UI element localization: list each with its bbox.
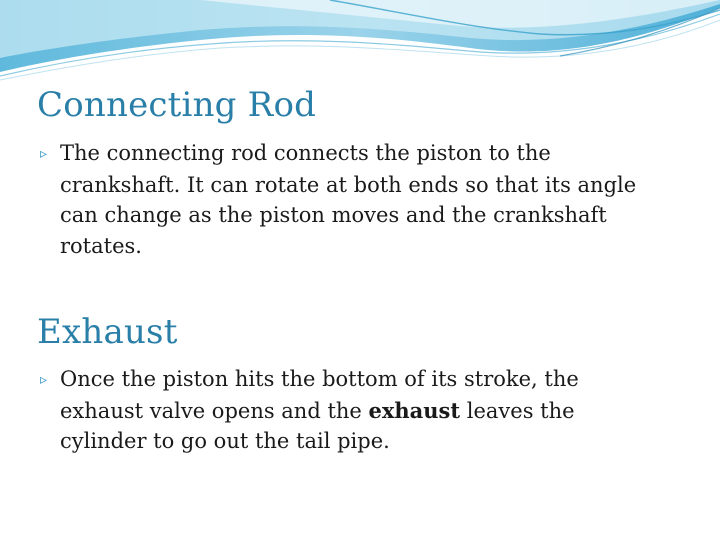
- section-title-exhaust: Exhaust: [37, 312, 178, 352]
- bullet-text: exhaust valve opens and the: [60, 398, 369, 423]
- bullet-line: can change as the piston moves and the crankshaft: [60, 203, 607, 227]
- bullet-exhaust: [40, 364, 690, 457]
- bullet-line: [40, 364, 690, 396]
- bullet-text: The connecting rod connects the piston to the: [60, 141, 551, 165]
- ribbon-bullet-icon: ▹: [40, 372, 48, 388]
- bullet-text: Once the piston hits the bottom of its stroke, the: [60, 367, 579, 391]
- bullet-connecting-rod: [40, 138, 690, 261]
- bullet-line: crankshaft. It can rotate at both ends so that its angle: [60, 172, 637, 197]
- wave-header-decoration: [0, 0, 720, 90]
- bullet-line: [40, 396, 690, 427]
- bullet-line: [40, 138, 690, 170]
- section-title-connecting-rod: Connecting Rod: [37, 85, 317, 125]
- bullet-line: rotates.: [60, 233, 142, 258]
- bullet-text: leaves the: [460, 398, 575, 423]
- bullet-line: cylinder to go out the tail pipe.: [60, 429, 390, 453]
- bold-term-exhaust: exhaust: [368, 397, 461, 423]
- ribbon-bullet-icon: ▹: [40, 146, 48, 162]
